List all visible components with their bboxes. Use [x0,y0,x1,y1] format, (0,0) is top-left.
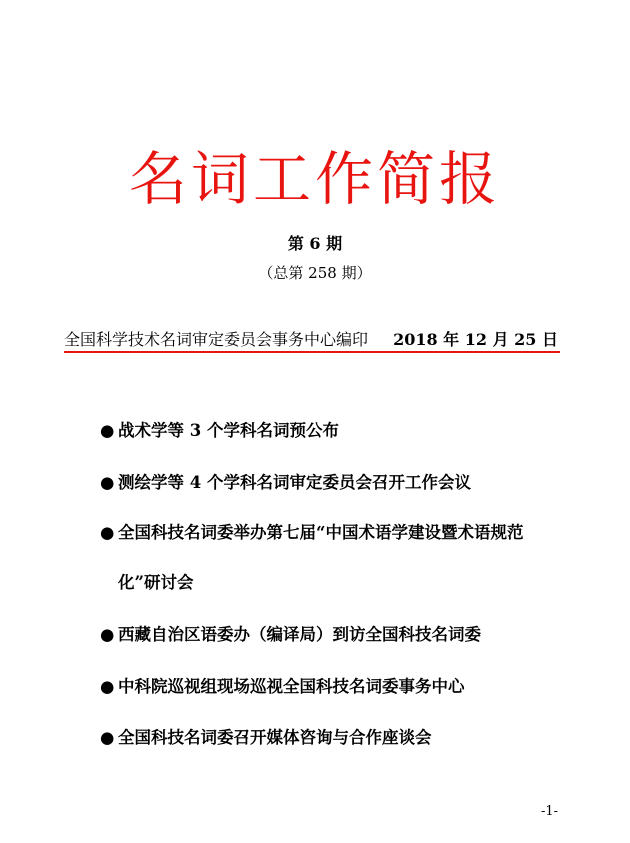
bullet-icon: ● [100,625,115,644]
list-item [100,724,432,748]
list-item [100,519,524,543]
bullet-icon: ● [100,677,115,696]
list-item [100,417,339,441]
list-item-text: 测绘学等 4 个学科名词审定委员会召开工作会议 [118,473,471,492]
issue-number: 第 6 期 [287,234,343,253]
list-item [100,673,465,697]
list-item-text: 全国科技名词委举办第七届“中国术语学建设暨术语规范 [118,523,524,542]
publish-date: 2018 年 12 月 25 日 [393,330,558,349]
list-item-text: 战术学等 3 个学科名词预公布 [118,421,339,440]
bullet-icon: ● [100,728,115,747]
red-divider [64,351,560,353]
list-item-text: 全国科技名词委召开媒体咨询与合作座谈会 [118,728,432,747]
bullet-icon: ● [100,523,115,542]
list-item-continuation: 化”研讨会 [118,573,194,592]
total-issue-number: （总第 258 期） [258,264,372,282]
editor-line: 全国科学技术名词审定委员会事务中心编印 [64,330,369,349]
list-item [100,621,481,645]
masthead-title: 名词工作简报 [128,145,501,213]
bullet-icon: ● [100,473,115,492]
list-item-text: 西藏自治区语委办（编译局）到访全国科技名词委 [118,625,481,644]
bullet-icon: ● [100,421,115,440]
list-item [100,469,471,493]
page-number: -1- [540,804,558,819]
list-item-text: 中科院巡视组现场巡视全国科技名词委事务中心 [118,677,465,696]
